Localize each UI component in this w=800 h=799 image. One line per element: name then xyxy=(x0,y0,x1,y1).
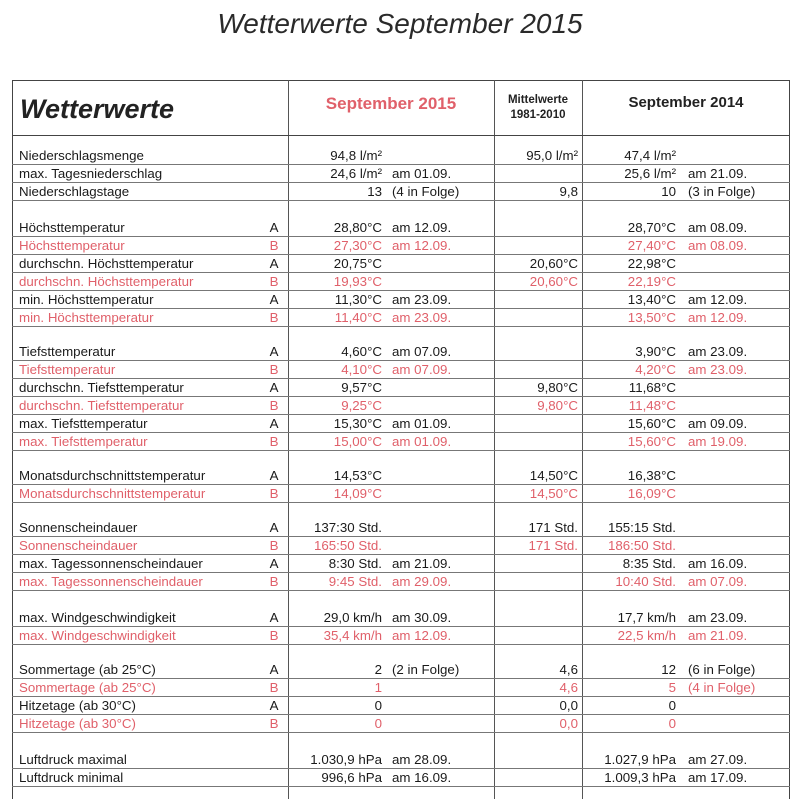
row-label: Monatsdurchschnittstemperatur xyxy=(19,468,206,483)
table-row xyxy=(0,165,800,183)
value-2014: 12 xyxy=(661,662,676,677)
table-row xyxy=(0,415,800,433)
note-2015: am 12.09. xyxy=(392,220,452,235)
note-2015: am 12.09. xyxy=(392,238,452,253)
table-row xyxy=(0,697,800,715)
value-2014: 8:35 Std. xyxy=(622,556,676,571)
note-2014: (3 in Folge) xyxy=(688,184,756,199)
table-row xyxy=(0,661,800,679)
row-label: Sommertage (ab 25°C) xyxy=(19,680,156,695)
value-2015: 11,30°C xyxy=(334,292,382,307)
station-marker: B xyxy=(269,434,279,449)
row-label: durchschn. Tiefsttemperatur xyxy=(19,398,184,413)
row-label: Hitzetage (ab 30°C) xyxy=(19,698,136,713)
table-row xyxy=(0,379,800,397)
station-marker: B xyxy=(269,486,279,501)
row-label: Tiefsttemperatur xyxy=(19,344,116,359)
value-2015: 27,30°C xyxy=(333,238,382,253)
row-label: Sommertage (ab 25°C) xyxy=(19,662,156,677)
row-divider xyxy=(12,732,790,733)
row-label: Tiefsttemperatur xyxy=(19,362,116,377)
row-label: max. Tagesniederschlag xyxy=(19,166,163,181)
value-2014: 16,09°C xyxy=(627,486,676,501)
value-2015: 2 xyxy=(374,662,382,677)
value-2015: 94,8 l/m² xyxy=(330,148,382,163)
value-2015: 11,40°C xyxy=(334,310,382,325)
value-mittelwerte: 0,0 xyxy=(559,716,578,731)
note-2015: am 30.09. xyxy=(392,610,452,625)
value-2015: 4,10°C xyxy=(341,362,382,377)
table-row xyxy=(0,237,800,255)
station-marker: A xyxy=(269,292,279,307)
station-marker: B xyxy=(269,574,279,589)
page-title: Wetterwerte September 2015 xyxy=(217,8,583,39)
table-row xyxy=(0,679,800,697)
row-label: Sonnenscheindauer xyxy=(19,538,138,553)
value-2015: 8:30 Std. xyxy=(328,556,382,571)
value-2014: 27,40°C xyxy=(627,238,676,253)
note-2015: am 07.09. xyxy=(392,344,452,359)
table-row xyxy=(0,467,800,485)
row-label: max. Tagessonnenscheindauer xyxy=(19,556,203,571)
value-2015: 9,57°C xyxy=(341,380,382,395)
table-row xyxy=(0,291,800,309)
value-mittelwerte: 4,6 xyxy=(559,662,578,677)
note-2015: am 16.09. xyxy=(392,770,452,785)
table-row xyxy=(0,485,800,503)
value-2014: 5 xyxy=(668,680,676,695)
note-2015: am 23.09. xyxy=(392,310,452,325)
value-mittelwerte: 9,8 xyxy=(559,184,578,199)
station-marker: B xyxy=(269,538,279,553)
value-2015: 996,6 hPa xyxy=(321,770,382,785)
station-marker: B xyxy=(269,310,279,325)
value-2015: 19,93°C xyxy=(333,274,382,289)
note-2014: am 17.09. xyxy=(688,770,748,785)
value-2014: 1.009,3 hPa xyxy=(604,770,676,785)
value-2014: 186:50 Std. xyxy=(607,538,676,553)
note-2015: am 01.09. xyxy=(392,434,452,449)
station-marker: A xyxy=(269,344,279,359)
table-row xyxy=(0,769,800,787)
table-row xyxy=(0,361,800,379)
row-label: max. Tagessonnenscheindauer xyxy=(19,574,203,589)
note-2015: (4 in Folge) xyxy=(392,184,460,199)
note-2015: am 23.09. xyxy=(392,292,452,307)
row-label: Hitzetage (ab 30°C) xyxy=(19,716,136,731)
row-label: max. Windgeschwindigkeit xyxy=(19,628,176,643)
station-marker: B xyxy=(269,274,279,289)
row-divider xyxy=(12,326,790,327)
row-divider xyxy=(12,644,790,645)
value-2014: 25,6 l/m² xyxy=(624,166,676,181)
table-row xyxy=(0,147,800,165)
value-mittelwerte: 14,50°C xyxy=(529,468,578,483)
table-row xyxy=(0,519,800,537)
note-2015: am 12.09. xyxy=(392,628,452,643)
value-2015: 9,25°C xyxy=(341,398,382,413)
station-marker: A xyxy=(269,610,279,625)
station-marker: A xyxy=(269,416,279,431)
row-label: Höchsttemperatur xyxy=(19,220,125,235)
column-header-mittelwerte xyxy=(496,93,580,123)
table-row xyxy=(0,555,800,573)
value-2014: 10 xyxy=(661,184,676,199)
station-marker: A xyxy=(269,468,279,483)
value-2014: 13,50°C xyxy=(627,310,676,325)
value-2014: 17,7 km/h xyxy=(617,610,676,625)
row-label: Luftdruck maximal xyxy=(19,752,127,767)
table-row xyxy=(0,433,800,451)
value-2015: 20,75°C xyxy=(333,256,382,271)
value-mittelwerte: 0,0 xyxy=(559,698,578,713)
station-marker: A xyxy=(269,698,279,713)
value-2014: 22,5 km/h xyxy=(617,628,676,643)
note-2014: am 16.09. xyxy=(688,556,748,571)
value-2014: 11,68°C xyxy=(628,380,676,395)
station-marker: B xyxy=(269,398,279,413)
station-marker: B xyxy=(269,680,279,695)
value-2015: 4,60°C xyxy=(341,344,382,359)
value-2015: 0 xyxy=(374,698,382,713)
value-mittelwerte: 14,50°C xyxy=(529,486,578,501)
value-2014: 16,38°C xyxy=(627,468,676,483)
note-2014: am 21.09. xyxy=(688,166,748,181)
value-2014: 3,90°C xyxy=(635,344,676,359)
note-2015: am 01.09. xyxy=(392,166,452,181)
note-2014: am 07.09. xyxy=(688,574,748,589)
value-2015: 24,6 l/m² xyxy=(330,166,382,181)
value-2015: 29,0 km/h xyxy=(323,610,382,625)
row-divider xyxy=(12,450,790,451)
row-label: Niederschlagstage xyxy=(19,184,130,199)
table-row xyxy=(0,255,800,273)
row-label: durchschn. Höchsttemperatur xyxy=(19,274,194,289)
note-2015: (2 in Folge) xyxy=(392,662,460,677)
row-label: durchschn. Höchsttemperatur xyxy=(19,256,194,271)
value-2015: 137:30 Std. xyxy=(313,520,382,535)
table-row xyxy=(0,219,800,237)
row-divider xyxy=(12,590,790,591)
value-2014: 13,40°C xyxy=(627,292,676,307)
value-2015: 14,53°C xyxy=(333,468,382,483)
value-2014: 11,48°C xyxy=(628,398,676,413)
row-label: Sonnenscheindauer xyxy=(19,520,138,535)
table-row xyxy=(0,183,800,201)
value-2015: 165:50 Std. xyxy=(313,538,382,553)
station-marker: A xyxy=(269,520,279,535)
note-2014: am 23.09. xyxy=(688,610,748,625)
table-row xyxy=(0,751,800,769)
header-divider xyxy=(12,135,790,136)
value-mittelwerte: 95,0 l/m² xyxy=(526,148,578,163)
value-2014: 22,19°C xyxy=(627,274,676,289)
table-row xyxy=(0,627,800,645)
note-2014: am 23.09. xyxy=(688,362,748,377)
value-2014: 22,98°C xyxy=(627,256,676,271)
value-2014: 0 xyxy=(668,698,676,713)
row-divider xyxy=(12,200,790,201)
note-2014: (6 in Folge) xyxy=(688,662,756,677)
table-row xyxy=(0,609,800,627)
table-header-label: Wetterwerte xyxy=(20,94,175,124)
value-2014: 1.027,9 hPa xyxy=(604,752,676,767)
table-row xyxy=(0,537,800,555)
value-2015: 1 xyxy=(374,680,382,695)
note-2014: am 08.09. xyxy=(688,238,748,253)
table-row xyxy=(0,715,800,733)
value-mittelwerte: 4,6 xyxy=(559,680,578,695)
note-2015: am 29.09. xyxy=(392,574,452,589)
value-2015: 15,00°C xyxy=(333,434,382,449)
row-label: max. Tiefsttemperatur xyxy=(19,416,148,431)
value-2015: 28,80°C xyxy=(333,220,382,235)
value-2014: 10:40 Std. xyxy=(615,574,676,589)
column-header-mittelwerte-title: Mittelwerte xyxy=(507,94,569,106)
station-marker: A xyxy=(269,556,279,571)
value-2015: 1.030,9 hPa xyxy=(310,752,382,767)
value-2014: 4,20°C xyxy=(635,362,676,377)
value-mittelwerte: 20,60°C xyxy=(529,256,578,271)
table-row xyxy=(0,309,800,327)
note-2014: am 21.09. xyxy=(688,628,748,643)
value-2015: 35,4 km/h xyxy=(323,628,382,643)
value-2015: 0 xyxy=(374,716,382,731)
row-label: min. Höchsttemperatur xyxy=(19,292,154,307)
note-2014: am 23.09. xyxy=(688,344,748,359)
table-row xyxy=(0,573,800,591)
row-divider xyxy=(12,786,790,787)
note-2015: am 21.09. xyxy=(392,556,452,571)
value-mittelwerte: 20,60°C xyxy=(529,274,578,289)
row-label: durchschn. Tiefsttemperatur xyxy=(19,380,184,395)
row-label: max. Tiefsttemperatur xyxy=(19,434,148,449)
value-2014: 0 xyxy=(668,716,676,731)
station-marker: B xyxy=(269,238,279,253)
station-marker: B xyxy=(269,362,279,377)
value-2014: 15,60°C xyxy=(627,416,676,431)
note-2014: am 09.09. xyxy=(688,416,748,431)
note-2014: am 08.09. xyxy=(688,220,748,235)
table-row xyxy=(0,343,800,361)
value-2015: 13 xyxy=(367,184,382,199)
value-2014: 155:15 Std. xyxy=(607,520,676,535)
row-label: min. Höchsttemperatur xyxy=(19,310,154,325)
value-mittelwerte: 171 Std. xyxy=(528,538,578,553)
note-2015: am 07.09. xyxy=(392,362,452,377)
row-label: Höchsttemperatur xyxy=(19,238,125,253)
value-mittelwerte: 9,80°C xyxy=(537,380,578,395)
table-row xyxy=(0,273,800,291)
station-marker: B xyxy=(269,716,279,731)
note-2015: am 01.09. xyxy=(392,416,452,431)
value-2015: 9:45 Std. xyxy=(328,574,382,589)
row-label: Luftdruck minimal xyxy=(19,770,124,785)
row-divider xyxy=(12,502,790,503)
column-header-mittelwerte-period: 1981-2010 xyxy=(510,109,566,121)
note-2014: am 19.09. xyxy=(688,434,748,449)
note-2015: am 28.09. xyxy=(392,752,452,767)
station-marker: A xyxy=(269,380,279,395)
column-header-september-2014: September 2014 xyxy=(628,94,744,111)
note-2014: am 12.09. xyxy=(688,310,748,325)
table-row xyxy=(0,397,800,415)
station-marker: A xyxy=(269,662,279,677)
value-mittelwerte: 9,80°C xyxy=(537,398,578,413)
value-2015: 15,30°C xyxy=(333,416,382,431)
station-marker: A xyxy=(269,220,279,235)
station-marker: A xyxy=(269,256,279,271)
row-label: Niederschlagsmenge xyxy=(19,148,144,163)
note-2014: (4 in Folge) xyxy=(688,680,756,695)
note-2014: am 12.09. xyxy=(688,292,748,307)
value-2015: 14,09°C xyxy=(333,486,382,501)
value-2014: 15,60°C xyxy=(627,434,676,449)
value-2014: 28,70°C xyxy=(627,220,676,235)
value-2014: 47,4 l/m² xyxy=(624,148,676,163)
column-header-september-2015: September 2015 xyxy=(325,94,457,113)
row-label: max. Windgeschwindigkeit xyxy=(19,610,176,625)
note-2014: am 27.09. xyxy=(688,752,748,767)
value-mittelwerte: 171 Std. xyxy=(528,520,578,535)
station-marker: B xyxy=(269,628,279,643)
row-label: Monatsdurchschnittstemperatur xyxy=(19,486,206,501)
